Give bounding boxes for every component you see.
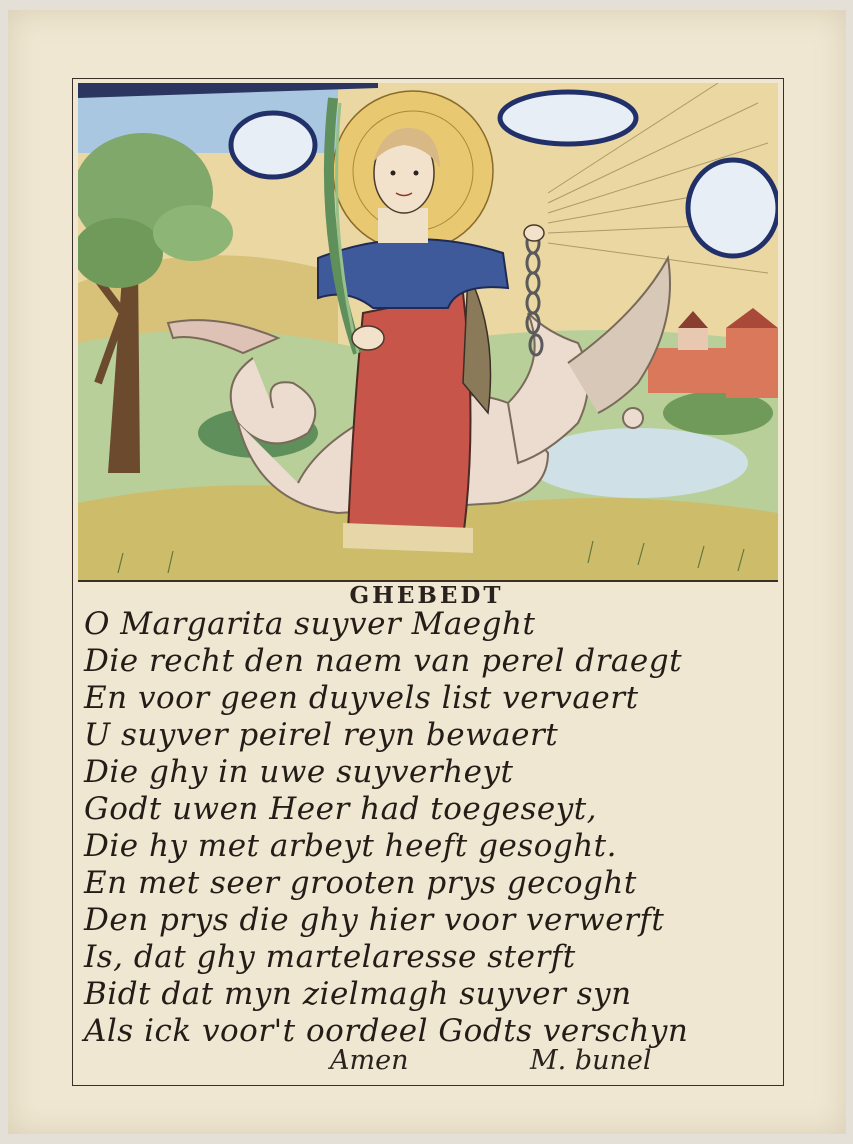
prayer-line: Die ghy in uwe suyverheyt xyxy=(84,754,514,790)
prayer-line: Die hy met arbeyt heeft gesoght. xyxy=(84,828,617,864)
prayer-line: En met seer grooten prys gecoght xyxy=(84,865,637,901)
prayer-line: Is, dat ghy martelaresse sterft xyxy=(84,939,576,975)
prayer-line: U suyver peirel reyn bewaert xyxy=(84,717,559,753)
prayer-line: Die recht den naem van perel draegt xyxy=(84,643,683,679)
prayer-line: O Margarita suyver Maeght xyxy=(84,606,536,642)
prayer-line: Den prys die ghy hier voor verwerft xyxy=(84,902,665,938)
prayer-line: Bidt dat myn zielmagh suyver syn xyxy=(84,976,632,1012)
prayer-heading: GHEBEDT xyxy=(349,582,504,609)
saint-margaret-illustration xyxy=(78,83,778,580)
prayer-line: Godt uwen Heer had toegeseyt, xyxy=(84,791,598,827)
prayer-line: En voor geen duyvels list vervaert xyxy=(84,680,639,716)
prayer-line: Als ick voor't oordeel Godts verschyn xyxy=(84,1013,689,1049)
engraver-signature: M. bunel xyxy=(530,1045,652,1076)
closing-amen: Amen xyxy=(330,1045,409,1076)
